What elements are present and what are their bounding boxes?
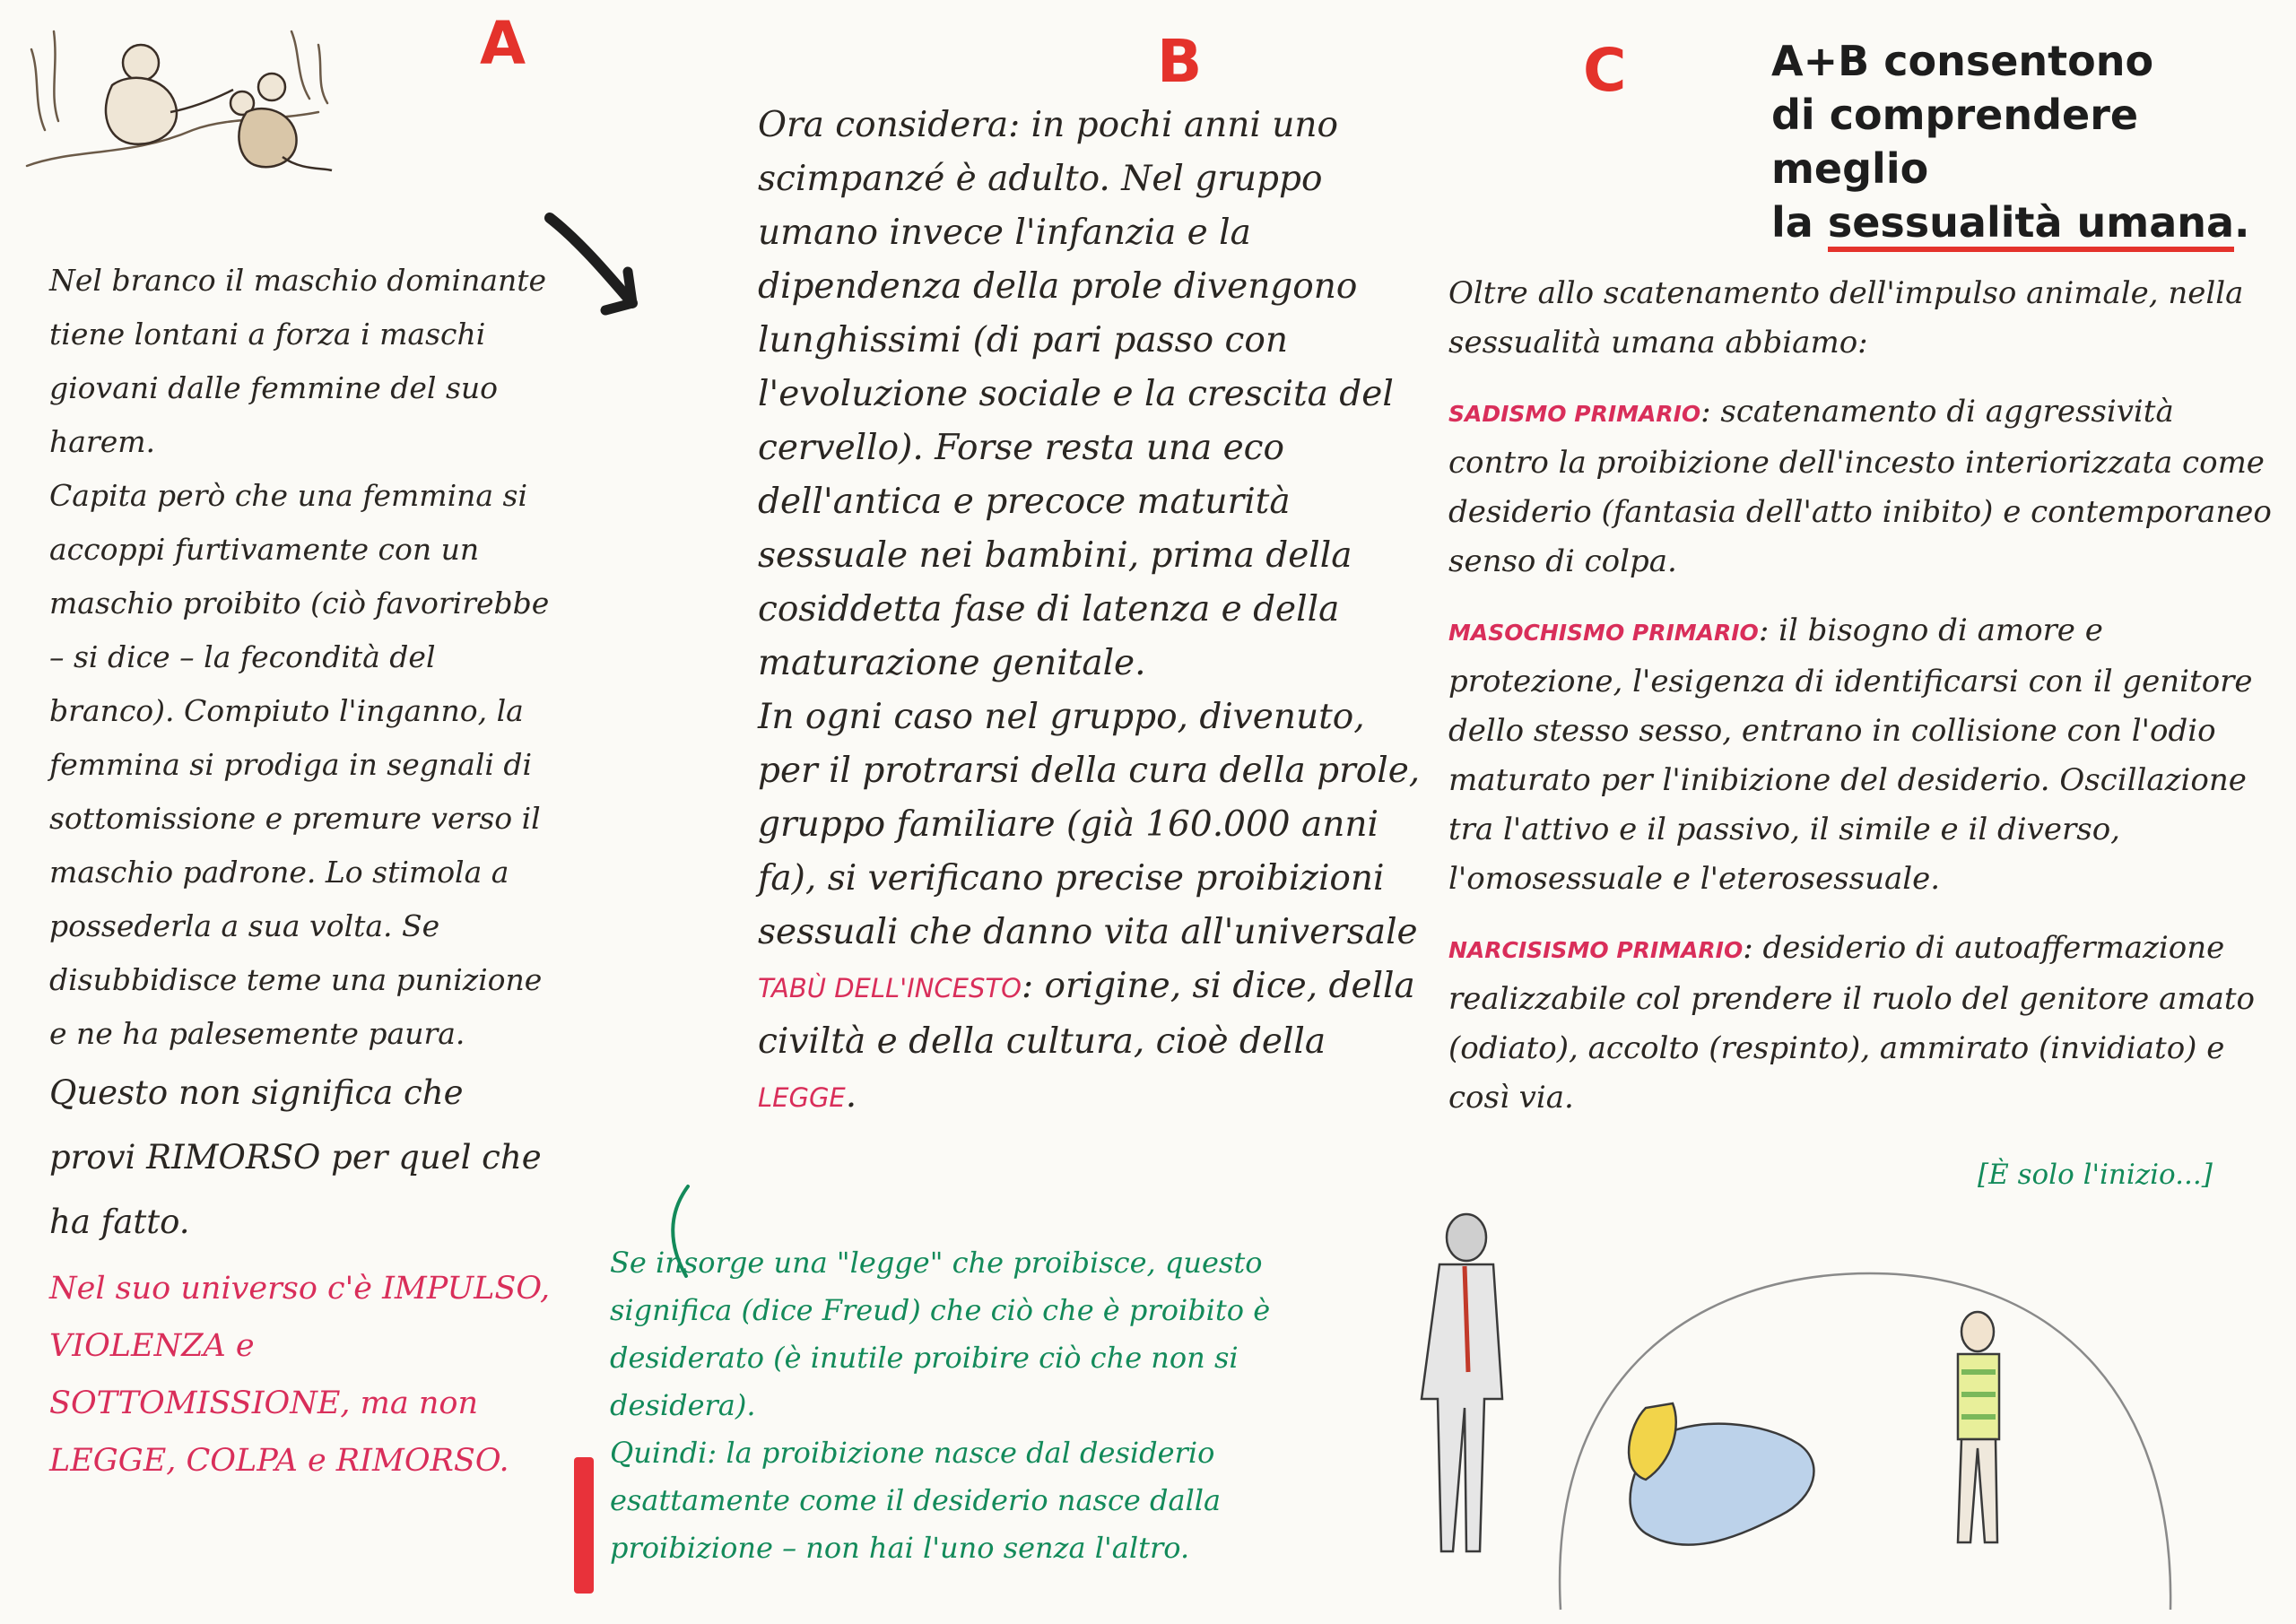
item-masochismo [1448,606,2283,904]
column-b [758,99,1422,1125]
taboo-term: TABÙ DELL'INCESTO [758,973,1022,1003]
green-note-line2: Quindi: la proibizione nasce dal desiderio esattamente come il desiderio nasce dalla proibizione – non hai l'uno senza l'altro. [610,1436,1222,1565]
item-narcisismo [1448,924,2283,1123]
item-label: NARCISISMO PRIMARIO [1448,937,1744,963]
green-note-line1: Se insorge una "legge" che proibisce, questo significa (dice Freud) che ciò che è proibito è desiderato (è inutile proibire ciò che non si desidera). [610,1246,1271,1422]
col-b-p1: Ora considera: in pochi anni uno scimpanzé è adulto. Nel gruppo umano invece l'infanzia e la dipendenza della prole divengono lunghissimi (di pari passo con l'evoluzione sociale e la crescita del cervello). Forse resta una eco dell'antica e precoce maturità sessuale nei bambini, prima della cosiddetta fase di latenza e della maturazione genitale. [758,105,1394,683]
col-c-intro: Oltre allo scatenamento dell'impulso animale, nella sessualità umana abbiamo: [1448,275,2244,360]
end-note: [È solo l'inizio...] [1978,1159,2213,1191]
top-note-line3 [1771,195,2274,249]
item-text: : scatenamento di aggressività contro la proibizione dell'incesto interiorizzata come desiderio (fantasia dell'atto inibito) e contemporaneo senso di colpa. [1448,394,2272,579]
red-marker-bar [574,1457,594,1594]
top-note-line2: di comprendere meglio [1771,91,2139,193]
col-b-p2 [758,690,1422,1125]
top-note-underlined: sessualità umana [1828,198,2234,252]
top-note-suffix: . [2234,198,2250,247]
col-a-p4: Nel suo universo c'è IMPULSO, VIOLENZA e SOTTOMISSIONE, ma non LEGGE, COLPA e RIMORSO. [49,1271,551,1479]
apes-sketch [22,13,345,215]
law-term: LEGGE [758,1082,846,1113]
arrow-icon [543,204,686,330]
col-b-p2-middle: : origine, si dice, della civiltà e della cultura, cioè della [758,966,1415,1062]
item-text: : il bisogno di amore e protezione, l'esigenza di identificarsi con il genitore dello stesso sesso, entrano in collisione con l'odio maturato per l'inibizione del desiderio. Oscillazione tra l'attivo e il passivo, il simile e il diverso, l'omosessuale e l'eterosessuale. [1448,612,2253,897]
top-note-prefix: la [1771,198,1828,247]
green-note [610,1239,1381,1572]
header-a: A [480,9,526,78]
top-note [1771,34,2274,249]
col-a-p2: Capita però che una femmina si accoppi furtivamente con un maschio proibito (ciò favorirebbe – si dice – la fecondità del branco). Compiuto l'inganno, la femmina si prodiga in segnali di sottomissione e premure verso il maschio padrone. Lo stimola a possederla a sua volta. Se disubbidisce teme una punizione e ne ha palesemente paura. [49,478,550,1051]
col-a-p3: Questo non significa che provi RIMORSO per quel che ha fatto. [49,1073,542,1241]
item-text: : desiderio di autoaffermazione realizzabile col prendere il ruolo del genitore amato (odiato), accolto (respinto), ammirato (invidiato) e così via. [1448,930,2256,1116]
col-b-p2-before: In ogni caso nel gruppo, divenuto, per il protrarsi della cura della prole, gruppo familiare (già 160.000 anni fa), si verificano precise proibizioni sessuali che danno vita all'universale [758,697,1421,952]
header-b: B [1157,27,1203,96]
item-sadismo [1448,387,2283,586]
header-c: C [1583,36,1627,105]
top-note-line1: A+B consentono [1771,37,2154,85]
item-label: SADISMO PRIMARIO [1448,401,1701,427]
column-c [1448,269,2283,1123]
col-a-p1: Nel branco il maschio dominante tiene lontani a forza i maschi giovani dalle femmine del suo harem. [49,263,547,459]
column-a [49,254,556,1489]
col-b-p2-end: . [845,1075,857,1116]
item-label: MASOCHISMO PRIMARIO [1448,620,1759,646]
family-sketch [1404,1193,2292,1614]
